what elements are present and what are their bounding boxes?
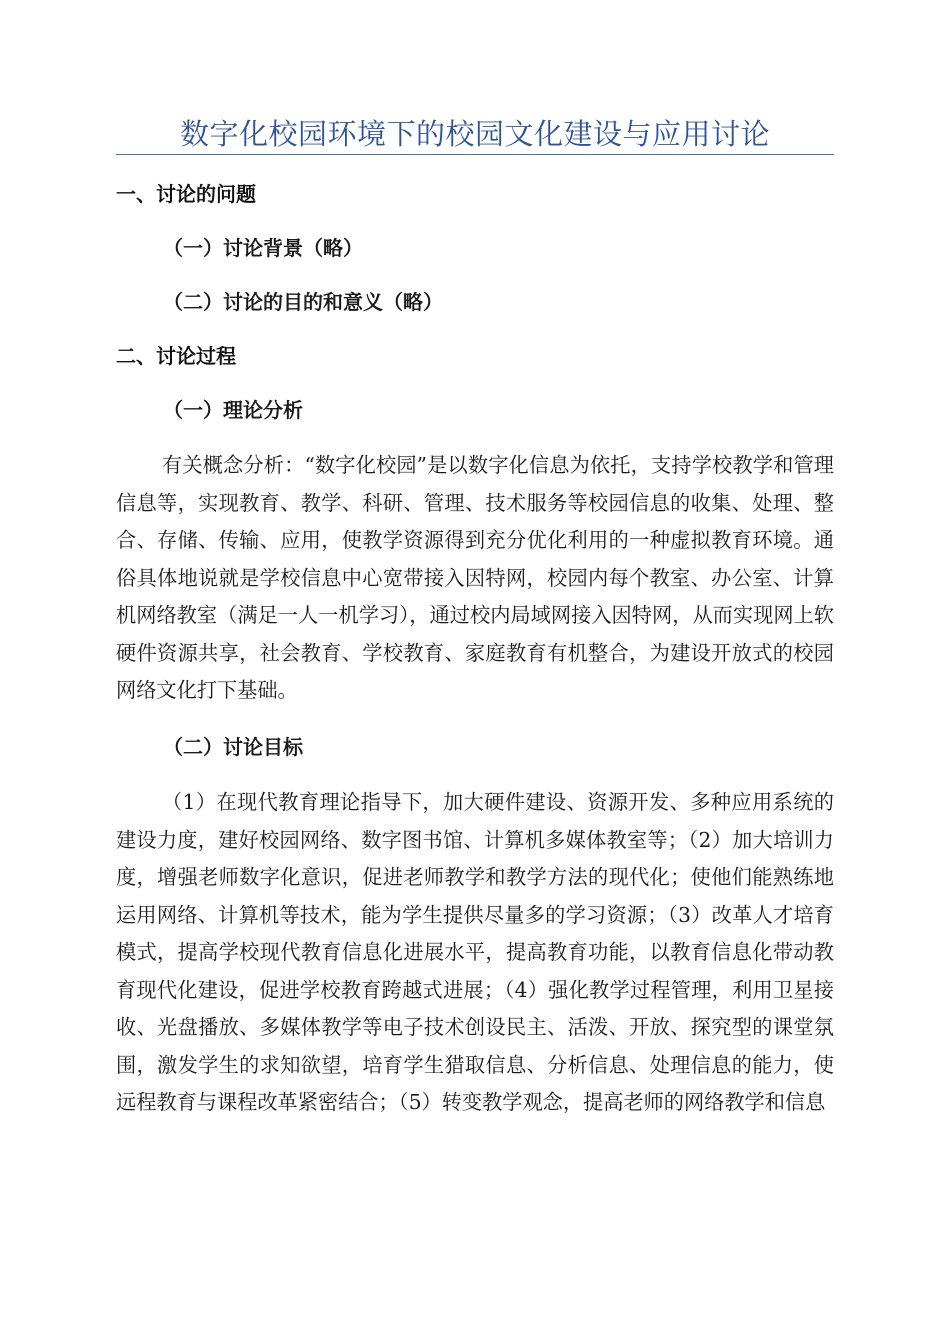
section-heading-problem: 一、讨论的问题: [116, 182, 256, 206]
subheading-goals: （二）讨论目标: [163, 735, 303, 759]
title-underline: [116, 154, 834, 155]
paragraph-concept-analysis: 有关概念分析：“数字化校园”是以数字化信息为依托，支持学校教学和管理信息等，实现教育、教学、科研、管理、技术服务等校园信息的收集、处理、整合、存储、传输、应用，使教学资源得到充分优化利用的一种虚拟教育环境。通俗具体地说就是学校信息中心宽带接入因特网，校园内每个教室、办公室、计算机网络教室（满足一人一机学习），通过校内局域网接入因特网，从而实现网上软硬件资源共享，社会教育、学校教育、家庭教育有机整合，为建设开放式的校园网络文化打下基础。: [116, 453, 834, 702]
document-title: 数字化校园环境下的校园文化建设与应用讨论: [179, 117, 770, 151]
subheading-background: （一）讨论背景（略）: [163, 236, 363, 260]
subheading-purpose: （二）讨论的目的和意义（略）: [163, 290, 443, 314]
section-heading-process: 二、讨论过程: [116, 344, 236, 368]
subheading-theory-analysis: （一）理论分析: [163, 398, 303, 422]
paragraph-goals: （1）在现代教育理论指导下，加大硬件建设、资源开发、多种应用系统的建设力度，建好校园网络、数字图书馆、计算机多媒体教室等；（2）加大培训力度，增强老师数字化意识，促进老师教学和教学方法的现代化；使他们能熟练地运用网络、计算机等技术，能为学生提供尽量多的学习资源；（3）改革人才培育模式，提高学校现代教育信息化进展水平，提高教育功能，以教育信息化带动教育现代化建设，促进学校教育跨越式进展；（4）强化教学过程管理，利用卫星接收、光盘播放、多媒体教学等电子技术创设民主、活泼、开放、探究型的课堂氛围，激发学生的求知欲望，培育学生猎取信息、分析信息、处理信息的能力，使远程教育与课程改革紧密结合；（5）转变教学观念，提高老师的网络教学和信息: [116, 790, 834, 1114]
